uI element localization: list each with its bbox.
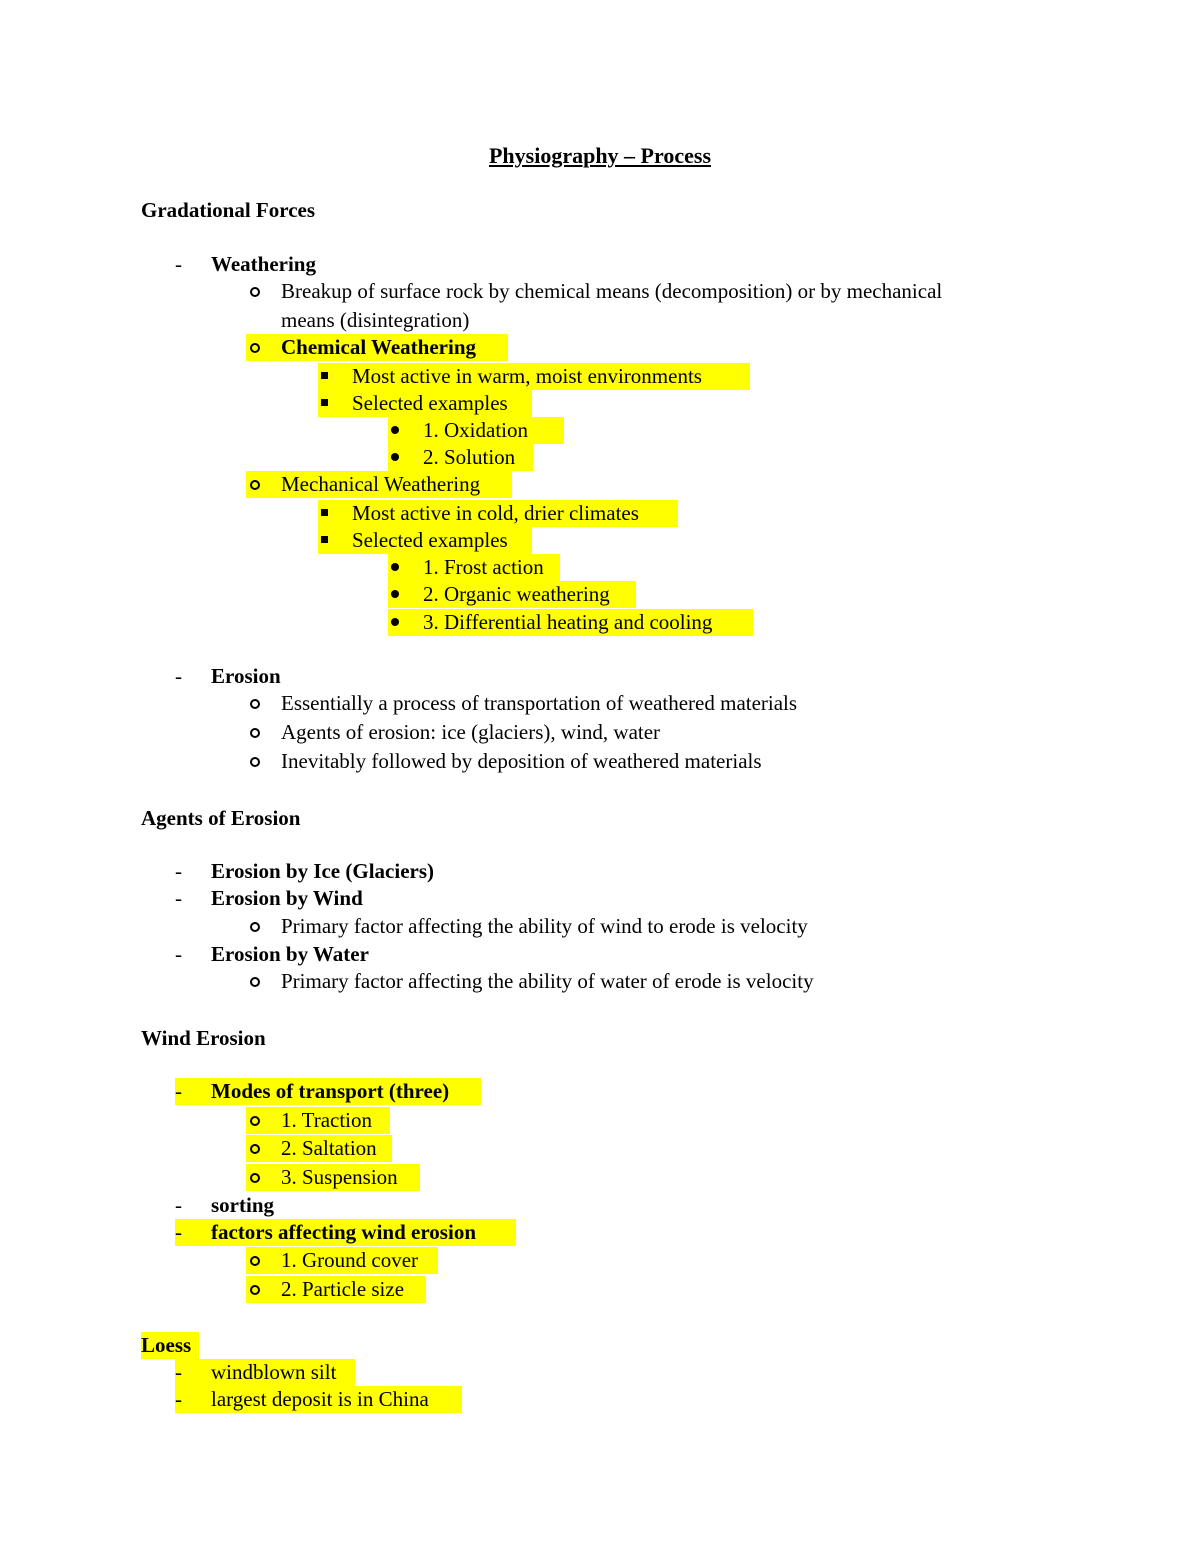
circle-bullet-icon xyxy=(246,471,264,498)
erosion-item-3: Inevitably followed by deposition of weathered materials xyxy=(281,749,762,773)
erosion-by-water: Erosion by Water xyxy=(211,942,369,966)
dash-bullet: - xyxy=(175,1360,182,1384)
loess-item-1: windblown silt xyxy=(211,1360,337,1384)
chemical-weathering-label: Chemical Weathering xyxy=(281,335,477,359)
dash-bullet: - xyxy=(175,859,182,883)
dash-bullet: - xyxy=(175,886,182,910)
circle-bullet-icon xyxy=(246,278,264,305)
circle-bullet-icon xyxy=(246,748,264,775)
factor-2: 2. Particle size xyxy=(281,1277,405,1301)
dot-bullet-icon xyxy=(388,554,404,581)
dot-bullet-icon xyxy=(388,581,404,608)
dash-bullet: - xyxy=(175,1079,182,1103)
water-velocity-item: Primary factor affecting the ability of water of erode is velocity xyxy=(281,969,814,993)
erosion-by-wind: Erosion by Wind xyxy=(211,886,363,910)
circle-bullet-icon xyxy=(246,968,264,995)
modes-of-transport: Modes of transport (three) xyxy=(211,1079,450,1103)
circle-bullet-icon xyxy=(246,1107,264,1134)
dash-bullet: - xyxy=(175,1220,182,1244)
loess-item-2: largest deposit is in China xyxy=(211,1387,429,1411)
dash-bullet: - xyxy=(175,1193,182,1217)
factor-1: 1. Ground cover xyxy=(281,1248,419,1272)
weathering-desc-line2: means (disintegration) xyxy=(281,308,470,332)
erosion-item-2: Agents of erosion: ice (glaciers), wind, water xyxy=(281,720,661,744)
weathering-desc-line1: Breakup of surface rock by chemical means (decomposition) or by mechanical xyxy=(281,279,943,303)
circle-bullet-icon xyxy=(246,1276,264,1303)
square-bullet-icon xyxy=(318,363,334,390)
mode-2: 2. Saltation xyxy=(281,1136,377,1160)
dot-bullet-icon xyxy=(388,444,404,471)
dash-bullet: - xyxy=(175,252,182,276)
circle-bullet-icon xyxy=(246,913,264,940)
mechanical-example-1: 1. Frost action xyxy=(423,555,544,579)
chemical-example-1: 1. Oxidation xyxy=(423,418,528,442)
mode-1: 1. Traction xyxy=(281,1108,373,1132)
circle-bullet-icon xyxy=(246,1247,264,1274)
chemical-examples-label: Selected examples xyxy=(352,391,508,415)
section-heading-agents-of-erosion: Agents of Erosion xyxy=(141,806,301,830)
circle-bullet-icon xyxy=(246,1135,264,1162)
weathering-label: Weathering xyxy=(211,252,316,276)
page-title: Physiography – Process xyxy=(488,143,712,168)
mechanical-example-2: 2. Organic weathering xyxy=(423,582,610,606)
mechanical-example-3: 3. Differential heating and cooling xyxy=(423,610,713,634)
mechanical-active: Most active in cold, drier climates xyxy=(352,501,639,525)
factors-affecting-wind-erosion: factors affecting wind erosion xyxy=(211,1220,476,1244)
wind-velocity-item: Primary factor affecting the ability of wind to erode is velocity xyxy=(281,914,808,938)
erosion-label: Erosion xyxy=(211,664,281,688)
erosion-by-ice: Erosion by Ice (Glaciers) xyxy=(211,859,435,883)
section-heading-loess: Loess xyxy=(141,1333,192,1357)
dash-bullet: - xyxy=(175,1387,182,1411)
sorting: sorting xyxy=(211,1193,274,1217)
square-bullet-icon xyxy=(318,390,334,417)
chemical-active: Most active in warm, moist environments xyxy=(352,364,702,388)
mechanical-weathering-label: Mechanical Weathering xyxy=(281,472,481,496)
dash-bullet: - xyxy=(175,942,182,966)
circle-bullet-icon xyxy=(246,690,264,717)
erosion-item-1: Essentially a process of transportation of weathered materials xyxy=(281,691,798,715)
dot-bullet-icon xyxy=(388,609,404,636)
section-heading-wind-erosion: Wind Erosion xyxy=(141,1026,266,1050)
section-heading-gradational-forces: Gradational Forces xyxy=(141,198,316,222)
circle-bullet-icon xyxy=(246,334,264,361)
circle-bullet-icon xyxy=(246,1164,264,1191)
square-bullet-icon xyxy=(318,500,334,527)
mechanical-examples-label: Selected examples xyxy=(352,528,508,552)
dot-bullet-icon xyxy=(388,417,404,444)
chemical-example-2: 2. Solution xyxy=(423,445,516,469)
circle-bullet-icon xyxy=(246,719,264,746)
square-bullet-icon xyxy=(318,527,334,554)
mode-3: 3. Suspension xyxy=(281,1165,398,1189)
dash-bullet: - xyxy=(175,664,182,688)
